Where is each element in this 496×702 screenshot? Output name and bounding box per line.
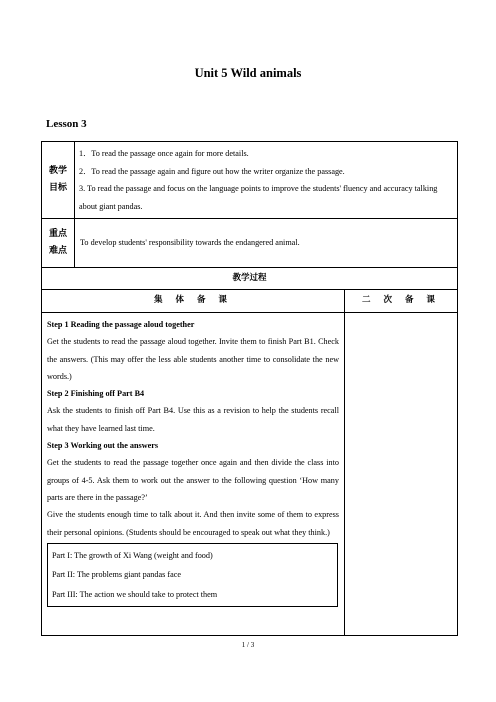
step-body: Ask the students to finish off Part B4. Use this as a revision to help the students recall what they have learned last time.	[47, 406, 339, 433]
objectives-label: 教学目标	[42, 142, 75, 219]
page-number: 1 / 3	[241, 641, 255, 649]
document-title: Unit 5 Wild animals	[194, 66, 302, 80]
group-prep-content	[42, 313, 345, 636]
step-body: Get the students to read the passage aloud together. Invite them to finish Part B1. Check the answers. (This may offer the less able students another time to consolidate the new words.)	[47, 337, 339, 381]
objective-item: 1．To read the passage once again for more details.	[79, 149, 249, 158]
secondary-prep-header: 二 次 备 课	[345, 290, 458, 313]
step-heading: Step 3 Working out the answers	[47, 441, 159, 451]
column-header-row	[42, 290, 458, 313]
step-heading: Step 2 Finishing off Part B4	[47, 389, 145, 399]
objectives-cell	[75, 142, 458, 219]
difficulty-label: 重点难点	[42, 219, 75, 268]
step-body: Give the students enough time to talk about it. And then invite some of them to express their personal opinions. (Students should be encouraged to speak out what they think.)	[47, 510, 339, 537]
difficulty-text: To develop students' responsibility towards the endangered animal.	[75, 219, 458, 268]
group-prep-header: 集 体 备 课	[42, 290, 345, 313]
lesson-plan-table	[41, 141, 458, 636]
step-body: Get the students to read the passage together once again and then divide the class into groups of 4-5. Ask them to work out the answer to the following question ‘How many parts are there in the passage?’	[47, 458, 339, 502]
passage-parts-box	[47, 543, 338, 608]
process-header-row	[42, 268, 458, 290]
passage-part: Part II: The problems giant pandas face	[52, 570, 181, 580]
passage-part: Part III: The action we should take to protect them	[52, 589, 218, 599]
process-header: 教学过程	[42, 268, 458, 290]
difficulty-row	[42, 219, 458, 268]
passage-part: Part I: The growth of Xi Wang (weight and food)	[52, 550, 213, 560]
lesson-heading: Lesson 3	[46, 118, 87, 130]
step-heading: Step 1 Reading the passage aloud together	[47, 320, 195, 329]
secondary-prep-content	[345, 313, 458, 636]
objective-item: 2．To read the passage again and figure out how the writer organize the passage.	[79, 166, 345, 176]
content-row	[42, 313, 458, 636]
objective-item: 3. To read the passage and focus on the language points to improve the students' fluency and accuracy talking about giant pandas.	[79, 184, 438, 211]
objectives-row	[42, 142, 458, 219]
